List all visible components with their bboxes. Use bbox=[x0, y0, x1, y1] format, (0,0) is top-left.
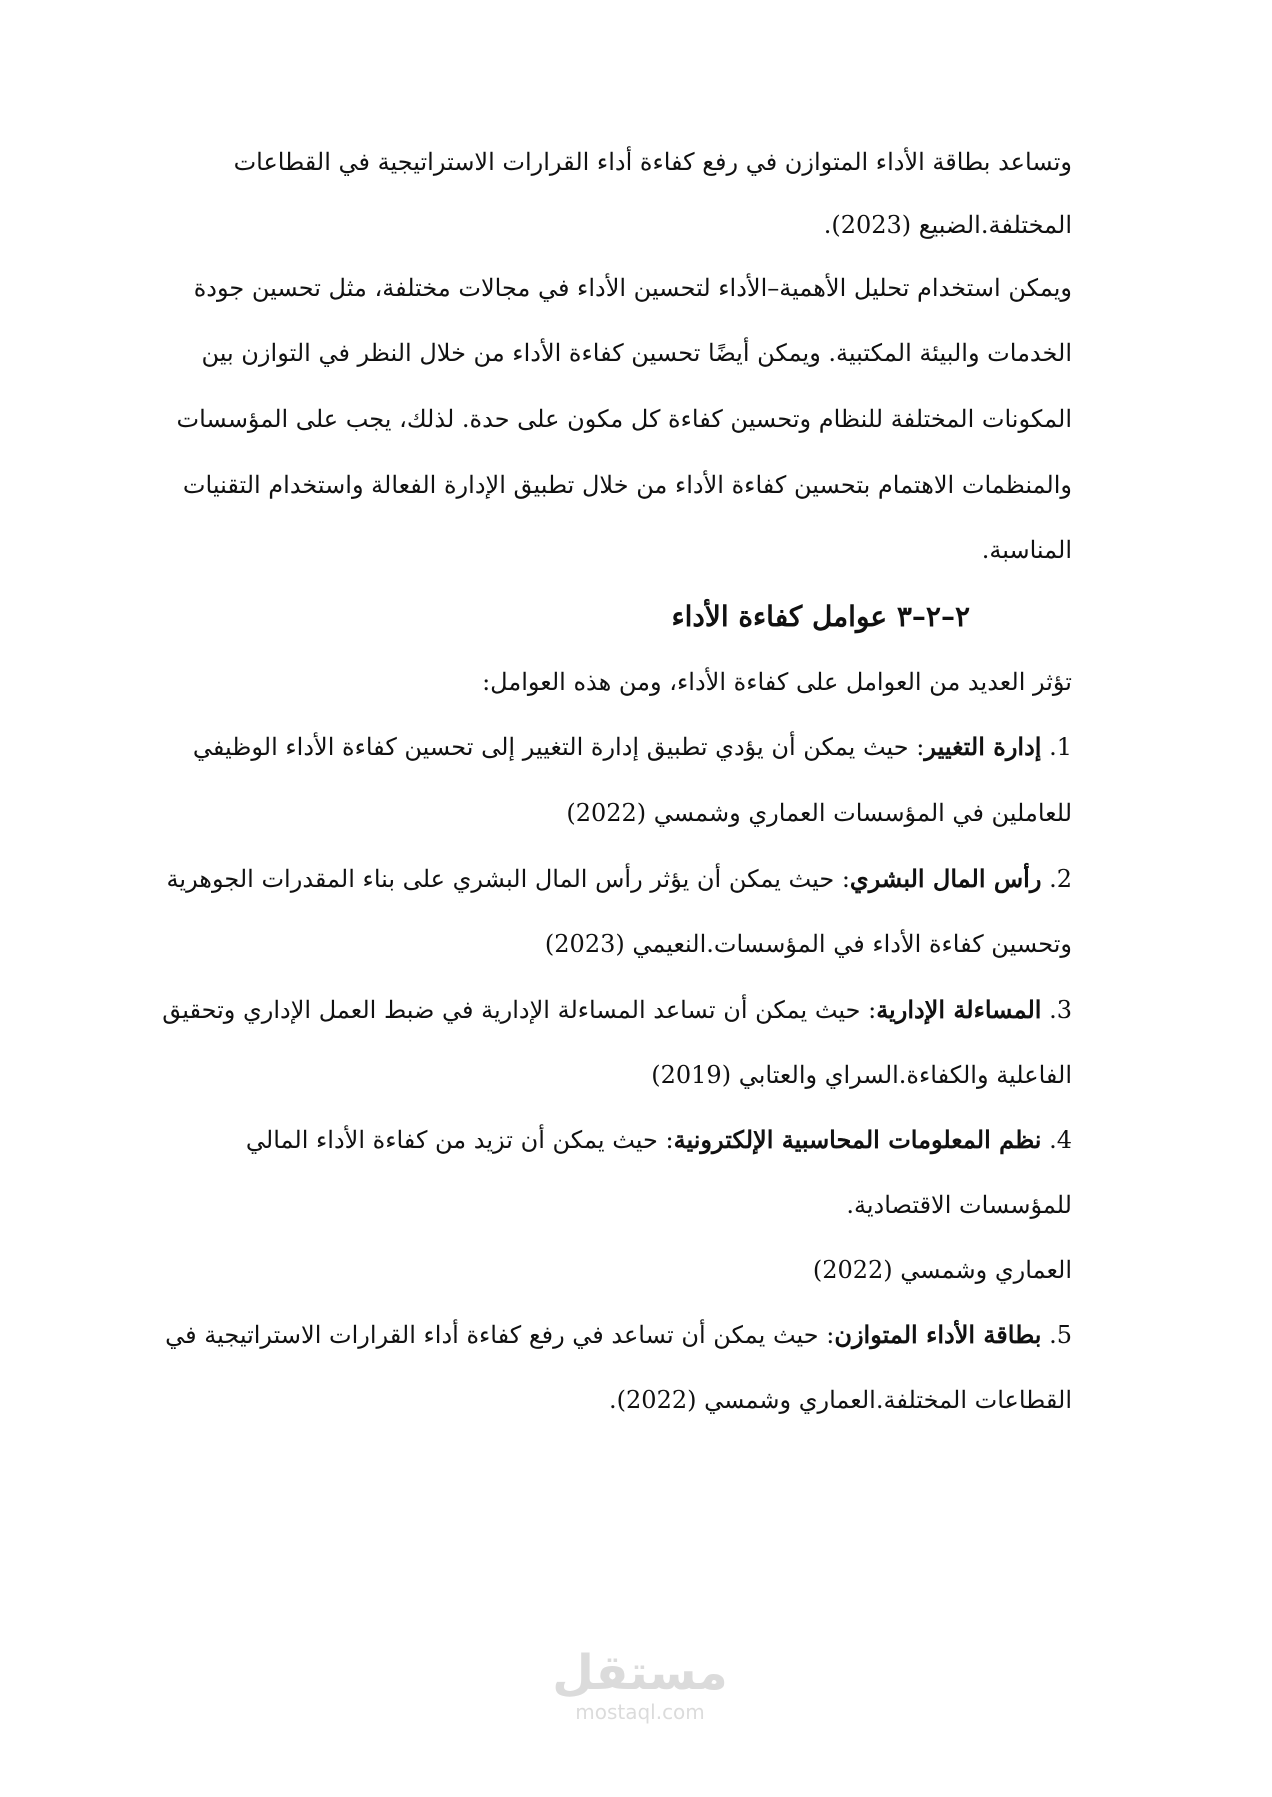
factor-4-line3: العماري وشمسي (2022) bbox=[812, 1256, 1072, 1284]
factor-3-line2: الفاعلية والكفاءة.السراي والعتابي (2019) bbox=[651, 1061, 1072, 1089]
factor-4-term: نظم المعلومات المحاسبية الإلكترونية bbox=[673, 1125, 1042, 1154]
paragraph2-line5: المناسبة. bbox=[981, 536, 1072, 564]
factor-1-description: : حيث يمكن أن يؤدي تطبيق إدارة التغيير إلى تحسين كفاءة الأداء الوظيفي bbox=[192, 733, 925, 761]
section-heading: ٢–٢–٣ عوامل كفاءة الأداء bbox=[671, 600, 970, 633]
mostaql-watermark bbox=[540, 1645, 740, 1745]
watermark-domain: mostaql.com bbox=[575, 1700, 705, 1724]
factor-3-number: 3. bbox=[1049, 996, 1072, 1024]
factor-1-term: إدارة التغيير bbox=[924, 732, 1042, 761]
factor-2-description: : حيث يمكن أن يؤثر رأس المال البشري على بناء المقدرات الجوهرية bbox=[166, 865, 850, 893]
factor-1-line2: للعاملين في المؤسسات العماري وشمسي (2022) bbox=[566, 799, 1072, 827]
factor-5-line2: القطاعات المختلفة.العماري وشمسي (2022). bbox=[609, 1386, 1072, 1414]
factor-1-number: 1. bbox=[1049, 733, 1072, 761]
paragraph2-line4: والمنظمات الاهتمام بتحسين كفاءة الأداء من خلال تطبيق الإدارة الفعالة واستخدام التقنيات bbox=[182, 471, 1072, 499]
paragraph1-line2: المختلفة.الضبيع (2023). bbox=[823, 211, 1072, 239]
factor-5-term: بطاقة الأداء المتوازن bbox=[834, 1320, 1042, 1349]
paragraph1-line1: وتساعد بطاقة الأداء المتوازن في رفع كفاءة أداء القرارات الاستراتيجية في القطاعات bbox=[233, 148, 1072, 176]
factor-2-number: 2. bbox=[1049, 865, 1072, 893]
factor-3-description: : حيث يمكن أن تساعد المساءلة الإدارية في ضبط العمل الإداري وتحقيق bbox=[162, 996, 877, 1024]
factor-3-term: المساءلة الإدارية bbox=[876, 995, 1042, 1024]
factor-2-term: رأس المال البشري bbox=[849, 864, 1042, 893]
paragraph2-line1: ويمكن استخدام تحليل الأهمية–الأداء لتحسين الأداء في مجالات مختلفة، مثل تحسين جودة bbox=[193, 274, 1072, 302]
factor-5-description: : حيث يمكن أن تساعد في رفع كفاءة أداء القرارات الاستراتيجية في bbox=[165, 1321, 835, 1349]
factor-5-number: 5. bbox=[1049, 1321, 1072, 1349]
paragraph2-line2: الخدمات والبيئة المكتبية. ويمكن أيضًا تحسين كفاءة الأداء من خلال النظر في التوازن بين bbox=[201, 339, 1072, 367]
factors-intro: تؤثر العديد من العوامل على كفاءة الأداء، ومن هذه العوامل: bbox=[482, 668, 1072, 696]
factor-4-line2: للمؤسسات الاقتصادية. bbox=[846, 1191, 1072, 1219]
factor-2-line1 bbox=[166, 864, 1072, 894]
factor-4-line1 bbox=[172, 1125, 1072, 1155]
factor-2-line2: وتحسين كفاءة الأداء في المؤسسات.النعيمي (2023) bbox=[544, 930, 1072, 958]
factor-1-line1 bbox=[172, 732, 1072, 762]
paragraph2-line3: المكونات المختلفة للنظام وتحسين كفاءة كل مكون على حدة. لذلك، يجب على المؤسسات bbox=[176, 405, 1072, 433]
factor-4-description: : حيث يمكن أن تزيد من كفاءة الأداء المالي bbox=[245, 1126, 674, 1154]
watermark-logo: مستقل bbox=[552, 1645, 728, 1701]
factor-3-line1 bbox=[162, 995, 1072, 1025]
factor-4-number: 4. bbox=[1049, 1126, 1072, 1154]
factor-5-line1 bbox=[165, 1320, 1072, 1350]
